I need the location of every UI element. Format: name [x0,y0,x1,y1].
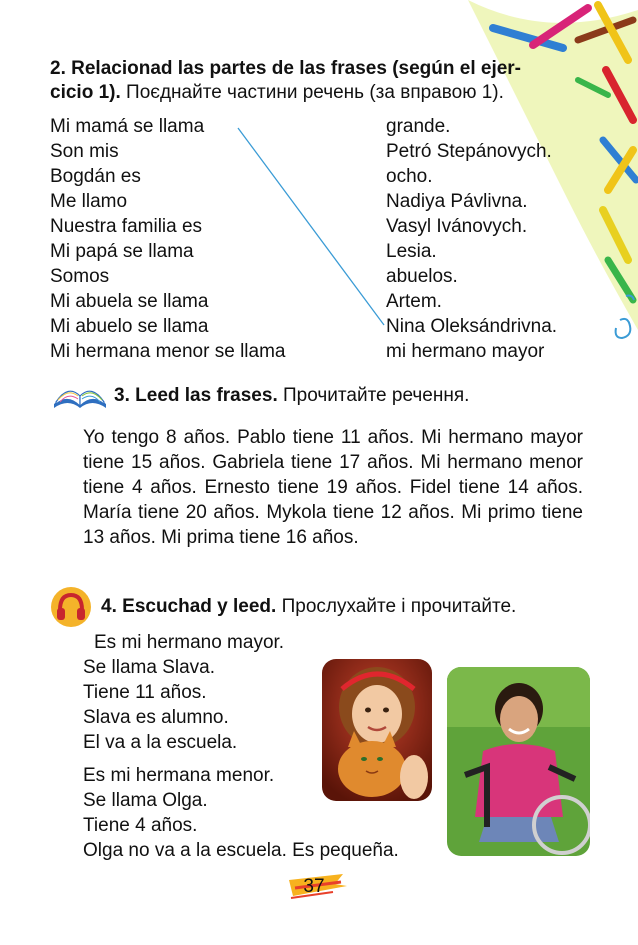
page-number: 37 [303,876,325,897]
verse-line: Olga no va a la escuela. Es pequeña. [83,840,399,861]
exercise-3-title [114,384,469,408]
headphones-icon [50,586,92,628]
exercise-4-title-uk: Прослухайте і прочитайте. [281,596,517,617]
verse-line: Tiene 11 años. [83,682,207,703]
exercise-4-title [101,595,516,619]
exercise-3-text: Yo tengo 8 años. Pablo tiene 11 años. Mi hermano mayor tiene 15 años. Gabriela tiene 17 años. Mi hermano menor tiene 4 años. Ernesto tiene 19 años. Fidel tiene 14 años. María tiene 20 años. Mykola tiene 12 años. Mi primo tiene 13 años. Mi prima tiene 16 años. [83,427,583,548]
left-phrase: Mi abuelo se llama [50,316,209,337]
verse-line: Se llama Slava. [83,657,216,678]
right-phrase: mi hermano mayor [386,341,545,362]
open-book-icon [50,378,110,412]
photo-boy-in-wheelchair [447,667,590,856]
left-phrase: Bogdán es [50,166,141,187]
matching-connector-line [0,0,638,400]
right-phrase: grande. [386,116,451,137]
right-phrase: Lesia. [386,241,437,262]
right-phrase: Artem. [386,291,442,312]
exercise-4-stanza-1 [83,630,284,755]
right-phrase: Nadiya Pávlivna. [386,191,528,212]
left-phrase: Mi abuela se llama [50,291,209,312]
photo-girl-with-cat [322,659,432,801]
right-phrase: Petró Stepánovych. [386,141,552,162]
exercise-3-title-uk: Прочитайте речення. [283,385,470,406]
verse-line: Tiene 4 años. [83,815,198,836]
exercise-3-title-es: Leed las frases. [135,385,278,406]
right-phrase: abuelos. [386,266,458,287]
exercise-4-number: 4. [101,596,117,617]
exercise-2-number: 2. [50,58,66,79]
left-phrase: Mi mamá se llama [50,116,205,137]
left-phrase: Mi papá se llama [50,241,194,262]
verse-line: Se llama Olga. [83,790,208,811]
left-phrase: Somos [50,266,110,287]
left-phrase: Me llamo [50,191,128,212]
right-phrase: Nina Oleksándrivna. [386,316,558,337]
exercise-4-title-es: Escuchad y leed. [122,596,277,617]
exercise-2-title-es: Relacionad las partes de las frases (según el ejer- [71,58,522,79]
exercise-3-number: 3. [114,385,130,406]
exercise-2-title-uk: Поєднайте частини речень (за вправою 1). [126,82,504,103]
right-phrase: ocho. [386,166,433,187]
page-number-badge [285,866,351,906]
verse-line: Es mi hermano mayor. [94,632,285,653]
left-phrase: Mi hermana menor se llama [50,341,286,362]
left-phrase: Son mis [50,141,119,162]
right-phrase: Vasyl Ivánovych. [386,216,528,237]
exercise-2-title-es-cont: cicio 1). [50,82,121,103]
verse-line: Slava es alumno. [83,707,229,728]
left-phrase: Nuestra familia es [50,216,203,237]
verse-line: Es mi hermana menor. [83,765,275,786]
verse-line: El va a la escuela. [83,732,238,753]
